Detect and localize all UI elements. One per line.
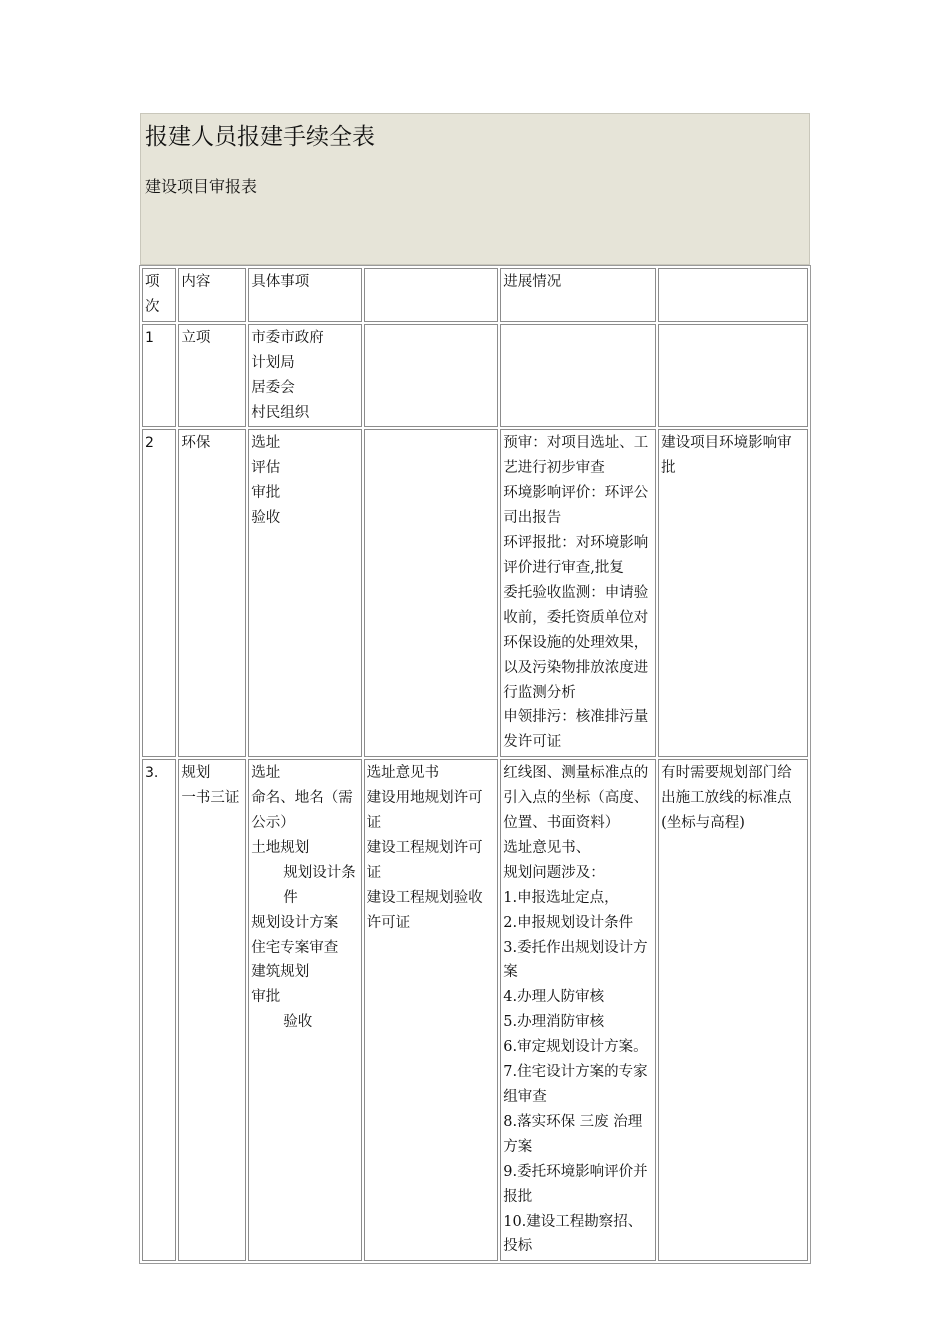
content-cell <box>178 429 246 757</box>
document <box>140 113 810 1264</box>
content-cell-line: 一书三证 <box>181 790 240 807</box>
column-header: 项次 <box>142 268 176 322</box>
progress-cell-line: 预审：对项目选址、工艺进行初步审查 <box>503 435 649 477</box>
specific-items-cell-line: 审批 <box>251 989 281 1006</box>
column-header: 内容 <box>178 268 246 322</box>
specific-items-cell-line: 住宅专案审查 <box>251 939 339 956</box>
item-number-cell <box>142 759 176 1261</box>
specific-items-cell <box>248 429 361 757</box>
specific-items-cell <box>248 324 361 428</box>
content-cell-line: 环保 <box>181 435 211 452</box>
progress-cell-line: 申领排污：核准排污量发许可证 <box>503 709 649 751</box>
specific-items-cell-line: 建筑规划 <box>251 964 310 981</box>
item-number-cell-line: 1 <box>145 329 154 346</box>
documents-cell <box>364 324 499 428</box>
specific-items-cell-line: 评估 <box>251 460 281 477</box>
specific-items-cell-line: 村民组织 <box>251 404 310 421</box>
document-title: 报建人员报建手续全表 <box>145 124 375 150</box>
table-row <box>142 429 808 757</box>
specific-items-cell-line: 土地规划 <box>251 839 310 856</box>
specific-items-cell-line: 命名、地名（需公示） <box>251 790 353 832</box>
specific-items-cell-line: 验收 <box>283 1014 313 1031</box>
content-cell <box>178 324 246 428</box>
documents-cell <box>364 759 499 1261</box>
item-number-cell <box>142 324 176 428</box>
documents-cell-line: 建设工程规划验收许可证 <box>366 889 483 931</box>
progress-cell <box>500 324 656 428</box>
content-cell <box>178 759 246 1261</box>
table-header-row <box>142 268 808 322</box>
item-number-cell <box>142 429 176 757</box>
progress-cell-line: 10.建设工程勘察招、投标 <box>503 1213 643 1255</box>
progress-cell-line: 环境影响评价：环评公司出报告 <box>503 485 649 527</box>
column-header: 具体事项 <box>248 268 361 322</box>
specific-items-cell-line: 规划设计条件 <box>283 864 356 906</box>
notes-cell <box>658 324 808 428</box>
progress-cell-line: 1.申报选址定点， <box>503 889 619 906</box>
specific-items-cell-line: 审批 <box>251 485 281 502</box>
progress-cell-line: 委托验收监测：申请验收前，委托资质单位对环保设施的处理效果，以及污染物排放浓度进行监测分析 <box>503 584 649 701</box>
document-subtitle: 建设项目审报表 <box>145 177 258 196</box>
approval-table <box>139 265 811 1264</box>
progress-cell-line: 5.办理消防审核 <box>503 1014 605 1031</box>
column-header <box>658 268 808 322</box>
progress-cell-line: 环评报批：对环境影响评价进行审查,批复 <box>503 535 649 576</box>
specific-items-cell-line: 选址 <box>251 435 281 452</box>
specific-items-cell-line: 选址 <box>251 765 281 782</box>
specific-items-cell <box>248 759 361 1261</box>
progress-cell-line: 红线图、测量标准点的引入点的坐标（高度、位置、书面资料） <box>503 765 649 832</box>
specific-items-cell-line: 市委市政府 <box>251 329 324 346</box>
progress-cell-line: 7.住宅设计方案的专家组审查 <box>503 1064 648 1105</box>
progress-cell-line: 规划问题涉及： <box>503 864 605 881</box>
notes-cell <box>658 429 808 757</box>
progress-cell <box>500 429 656 757</box>
documents-cell-line: 建设用地规划许可证 <box>366 790 483 832</box>
documents-cell-line: 选址意见书 <box>366 765 440 782</box>
table-body <box>142 324 808 1262</box>
progress-cell <box>500 759 656 1261</box>
notes-cell <box>658 759 808 1261</box>
progress-cell-line: 9.委托环境影响评价并报批 <box>503 1163 648 1205</box>
specific-items-cell-line: 居委会 <box>251 379 295 396</box>
progress-cell-line: 2.申报规划设计条件 <box>503 914 634 931</box>
progress-cell-line: 6.审定规划设计方案。 <box>503 1039 648 1056</box>
header-box <box>140 113 810 265</box>
column-header: 进展情况 <box>500 268 656 322</box>
progress-cell-line: 3.委托作出规划设计方案 <box>503 939 648 981</box>
table-row <box>142 759 808 1261</box>
specific-items-cell-line: 验收 <box>251 510 281 527</box>
documents-cell-line: 建设工程规划许可证 <box>366 839 483 881</box>
table-row <box>142 324 808 428</box>
notes-cell-line: 建设项目环境影响审批 <box>661 435 792 477</box>
specific-items-cell-line: 规划设计方案 <box>251 914 339 931</box>
notes-cell-line: 有时需要规划部门给出施工放线的标准点(坐标与高程) <box>661 765 792 832</box>
column-header <box>364 268 499 322</box>
specific-items-cell-line: 计划局 <box>251 354 295 371</box>
progress-cell-line: 8.落实环保 三废 治理方案 <box>503 1113 643 1155</box>
documents-cell <box>364 429 499 757</box>
progress-cell-line: 选址意见书、 <box>503 839 591 856</box>
content-cell-line: 立项 <box>181 329 211 346</box>
progress-cell-line: 4.办理人防审核 <box>503 989 605 1006</box>
item-number-cell-line: 3. <box>145 765 159 782</box>
content-cell-line: 规划 <box>181 765 211 782</box>
item-number-cell-line: 2 <box>145 435 154 452</box>
